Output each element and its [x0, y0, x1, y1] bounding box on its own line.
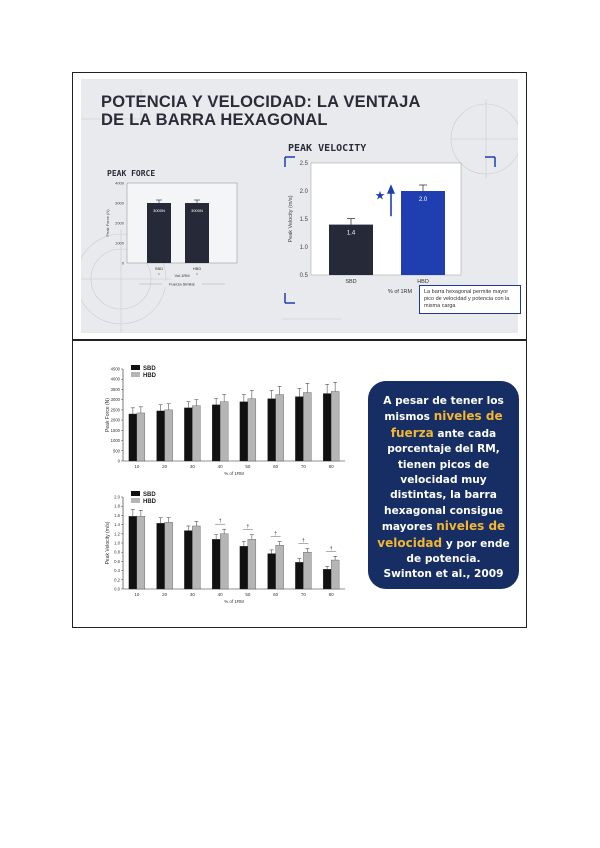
y-tick-label: 1.8: [114, 503, 120, 509]
y-tick-label: 0.6: [114, 558, 120, 564]
bar-hbd-10: [137, 413, 145, 461]
legend-label-sbd: SBD: [143, 366, 156, 372]
x-axis-label: % of 1RM: [224, 599, 244, 604]
y-tick-label: 2.0: [114, 494, 120, 500]
bar-hbd-40: [220, 534, 228, 589]
bar-hbd-70: [303, 393, 311, 461]
x-tick-label: 30: [189, 464, 195, 469]
bar-hbd-40: [220, 402, 228, 461]
legend-label-hbd: HBD: [143, 373, 156, 379]
x-tick-label: 60: [273, 592, 279, 597]
significance-mark: †: [329, 545, 333, 552]
bar-value-label: 2.0: [418, 197, 428, 203]
bar-hbd-60: [276, 545, 284, 589]
bar-sbd-50: [240, 402, 248, 461]
y-tick-label: 1500: [110, 427, 120, 433]
y-tick-label: 0.8: [114, 549, 120, 555]
x-tick-dot: •: [196, 271, 198, 276]
bar-sbd-30: [184, 408, 192, 461]
y-tick-label: 0.4: [114, 568, 120, 574]
y-tick-label: 1.2: [114, 531, 120, 537]
bar-sbd-70: [295, 562, 303, 589]
y-tick-label: 2.0: [299, 189, 308, 195]
y-tick-label: 2000: [115, 220, 124, 226]
y-tick-label: 1000: [110, 438, 120, 444]
y-tick-label: 2.5: [299, 161, 308, 167]
bar-value-label: 3000N: [153, 208, 165, 213]
y-axis-label: Peak Velocity (m/s): [105, 521, 111, 565]
y-tick-label: 4000: [110, 376, 120, 382]
summary-box: [368, 381, 519, 589]
bar-hbd-60: [276, 395, 284, 461]
x-tick-label: 60: [273, 464, 279, 469]
bar-hbd-80: [331, 391, 339, 461]
y-tick-label: 3000: [110, 397, 120, 403]
x-tick-label: 20: [162, 464, 168, 469]
title-line-2: DE LA BARRA HEXAGONAL: [101, 111, 328, 129]
x-tick-label: 70: [300, 592, 306, 597]
peak-velocity-label: PEAK VELOCITY: [288, 143, 367, 154]
summary-text-2: ante cada porcentaje del RM, tienen picos de velocidad muy distintas, la barra hexagonal consigue mayores: [381, 427, 503, 534]
bar-sbd-60: [268, 399, 276, 461]
summary-text-1: A pesar de tener los mismos: [383, 395, 504, 424]
summary-highlight-2: niveles de velocidad: [377, 519, 506, 550]
bar-hbd-30: [192, 526, 200, 589]
y-tick-label: 0: [121, 260, 124, 266]
y-axis-label: Peak Velocity (m/s): [288, 195, 294, 243]
bar-sbd-10: [129, 414, 137, 461]
x-tick-label: 10: [134, 464, 140, 469]
peak-velocity-percent-chart: [83, 489, 353, 619]
bar-hbd-50: [248, 399, 256, 461]
peak-force-label: PEAK FORCE: [107, 169, 156, 178]
significance-mark: †: [274, 531, 278, 538]
star-icon: ★: [374, 188, 386, 203]
x-tick-label: 20: [162, 592, 168, 597]
bar-sbd-20: [157, 523, 165, 589]
x-tick-label: 40: [217, 592, 223, 597]
bar-sbd-30: [184, 531, 192, 589]
x-axis-label: % of 1RM: [224, 471, 244, 476]
bar-sbd-40: [212, 405, 220, 461]
x-tick-label: 10: [134, 592, 140, 597]
significance-mark: †: [246, 524, 250, 531]
y-tick-label: 500: [113, 448, 120, 454]
bar-sbd-60: [268, 554, 276, 589]
footer-label: Fuerza Similar: [169, 281, 195, 287]
title-line-1: POTENCIA Y VELOCIDAD: LA VENTAJA: [101, 93, 421, 111]
x-tick-label: 30: [189, 592, 195, 597]
summary-text-3: y por ende de potencia.: [406, 537, 510, 566]
y-tick-label: 0.0: [114, 586, 120, 592]
x-tick-label: SBD: [345, 279, 357, 285]
y-tick-label: 1.5: [299, 217, 308, 223]
bar-sbd-40: [212, 539, 220, 589]
y-tick-label: 3500: [110, 386, 120, 392]
slide-1-title: [101, 93, 421, 129]
bar-hbd-20: [165, 410, 173, 461]
slide-1: [72, 72, 527, 340]
y-tick-label: 2000: [110, 417, 120, 423]
bar-sbd-80: [323, 394, 331, 461]
bar-sbd-50: [240, 546, 248, 589]
x-tick-label: 40: [217, 464, 223, 469]
y-tick-label: 2500: [110, 407, 120, 413]
summary-highlight-1: niveles de fuerza: [390, 409, 503, 440]
bar-hbd-70: [303, 552, 311, 589]
bar-hbd-50: [248, 539, 256, 589]
bar-hbd-10: [137, 516, 145, 589]
y-tick-label: 0: [117, 458, 120, 464]
bar-hbd-80: [331, 560, 339, 589]
significance-mark: †: [218, 518, 222, 525]
x-tick-label: HBD: [192, 266, 202, 271]
y-tick-label: 4500: [110, 366, 120, 372]
bar-hbd-30: [192, 406, 200, 461]
y-tick-label: 3000: [115, 200, 124, 206]
y-tick-label: 1.0: [299, 245, 308, 251]
x-tick-label: 80: [328, 464, 334, 469]
y-tick-label: 1.6: [114, 512, 120, 518]
legend-label-hbd: HBD: [143, 499, 156, 505]
x-tick-dot: •: [158, 271, 160, 276]
y-tick-label: 1.0: [114, 540, 120, 546]
bar-value-label: 1.4: [346, 230, 356, 237]
bar-sbd-80: [323, 569, 331, 589]
x-tick-label: HBD: [417, 279, 429, 285]
x-tick-label: 80: [328, 592, 334, 597]
bar-sbd-10: [129, 516, 137, 589]
y-tick-label: 1.4: [114, 522, 120, 528]
corner-bracket: [285, 293, 295, 303]
x-tick-label: SBD: [154, 266, 164, 271]
bar-sbd-70: [295, 397, 303, 461]
legend-label-sbd: SBD: [143, 492, 156, 498]
significance-mark: †: [301, 538, 305, 545]
x-tick-label: 70: [300, 464, 306, 469]
x-tick-label: 50: [245, 592, 251, 597]
x-axis-label: % of 1RM: [387, 289, 413, 295]
y-tick-label: 0.2: [114, 577, 120, 583]
bar-hbd-20: [165, 522, 173, 589]
slide-2: [72, 340, 527, 628]
y-tick-label: 1000: [115, 240, 124, 246]
callout-box: La barra hexagonal permite mayor pico de velocidad y potencia con la misma carga: [419, 285, 521, 314]
y-axis-label: Peak Force (N): [105, 398, 111, 432]
plot-area: [127, 183, 237, 263]
bar-sbd-20: [157, 411, 165, 461]
y-tick-label: 4000: [115, 180, 124, 186]
bar-hbd: [401, 191, 445, 275]
y-tick-label: 0.5: [299, 273, 308, 279]
x-note: Vol.1RM: [174, 273, 190, 278]
peak-force-percent-chart: [83, 361, 353, 491]
citation: Swinton et al., 2009: [383, 568, 504, 581]
bar-value-label: 3000N: [191, 208, 203, 213]
x-tick-label: 50: [245, 464, 251, 469]
corner-bracket: [285, 157, 295, 167]
y-axis-label: Peak Force (N): [105, 209, 110, 237]
corner-bracket: [485, 157, 495, 167]
peak-force-chart: [103, 177, 253, 307]
